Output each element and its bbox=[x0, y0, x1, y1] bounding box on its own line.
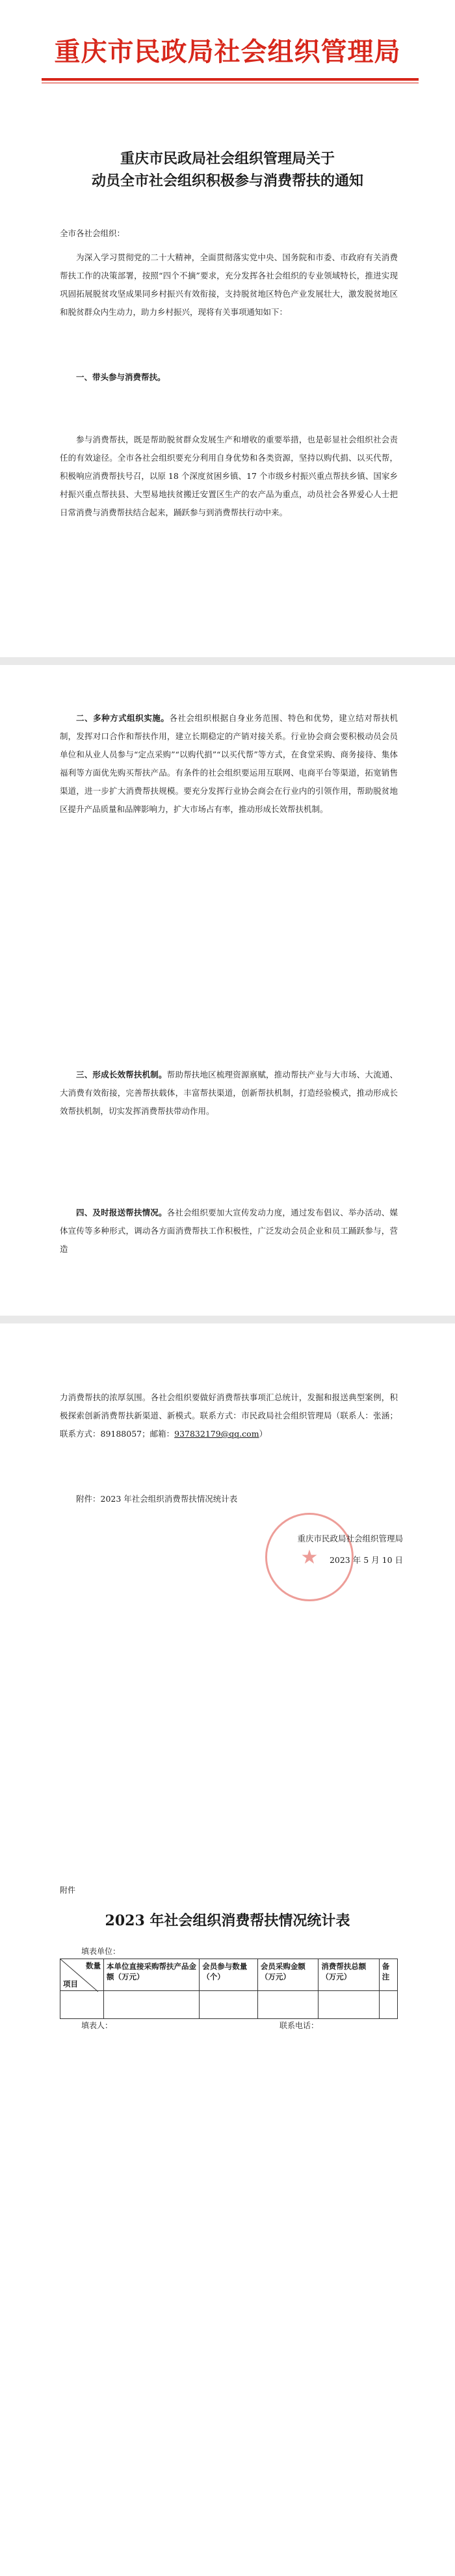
diag-top-label: 数量 bbox=[86, 1961, 101, 1970]
greeting bbox=[60, 224, 398, 243]
table-cell[interactable] bbox=[379, 1991, 397, 2019]
document-page-1 bbox=[0, 0, 455, 657]
section-1-heading bbox=[60, 368, 398, 386]
fill-unit-label: 填表单位： bbox=[81, 1947, 121, 1956]
letterhead-rule bbox=[42, 78, 419, 81]
header-member-purchase: 会员采购金额（万元） bbox=[257, 1959, 318, 1991]
attachment-title: 2023 年社会组织消费帮扶情况统计表 bbox=[105, 1912, 350, 1929]
section-2-text: 各社会组织根据自身业务范围、特色和优势，建立结对帮扶机制，发挥对口合作和帮扶作用，建立长期稳定的产销对接关系。行业协会商会要积极动员会员单位和从业人员参与“定点采购”“以购代捐”“以买代帮”等方式，在食堂采购、商务接待、集体福利等方面优先购买帮扶产品。有条件的社会组织要运用互联网、电商平台等渠道，拓宽销售渠道，进一步扩大消费帮扶规模。要充分发挥行业协会商会在行业内的引领作用，帮助脱贫地区提升产品质量和品牌影响力，扩大市场占有率，推动形成长效帮扶机制。 bbox=[60, 713, 398, 814]
section-4-text: 各社会组织要加大宣传发动力度，通过发布倡议、举办活动、媒体宣传等多种形式，调动各方面消费帮扶工作积极性，广泛发动会员企业和员工踊跃参与，营造 bbox=[60, 1208, 398, 1254]
contact-text: 力消费帮扶的浓厚氛围。各社会组织要做好消费帮扶事项汇总统计，发掘和报送典型案例，积极探索创新消费帮扶新渠道、新模式。联系方式：市民政局社会组织管理局（联系人：张涵；联系方式：89188057；邮箱： bbox=[60, 1392, 398, 1439]
diag-bottom-label: 项目 bbox=[63, 1979, 78, 1988]
table-header-row bbox=[60, 1959, 398, 1991]
header-total: 消费帮扶总额（万元） bbox=[318, 1959, 379, 1991]
intro-text: 为深入学习贯彻党的二十大精神，全面贯彻落实党中央、国务院和市委、市政府有关消费帮扶工作的决策部署，按照“四个不摘”要求，充分发挥各社会组织的专业领域特长，推进实现巩固拓展脱贫攻坚成果同乡村振兴有效衔接，支持脱贫地区特色产业发展壮大，激发脱贫地区和脱贫群众内生动力，助力乡村振兴，现将有关事项通知如下： bbox=[60, 252, 398, 317]
attachment-label: 附件 bbox=[60, 1886, 76, 1895]
contact-email-link[interactable]: 937832179@qq.com bbox=[174, 1429, 259, 1439]
section-1-body bbox=[60, 431, 398, 522]
section-1-title: 一、带头参与消费帮扶。 bbox=[76, 372, 166, 382]
section-3-title: 三、形成长效帮扶机制。 bbox=[76, 1070, 167, 1079]
phone-label: 联系电话： bbox=[280, 2021, 319, 2030]
statistics-table bbox=[60, 1959, 398, 2019]
section-1-text: 参与消费帮扶，既是帮助脱贫群众发展生产和增收的重要举措，也是彰显社会组织社会责任的有效途径。全市各社会组织要充分利用自身优势和各类资源，坚持以购代捐、以买代帮，积极响应消费帮扶号召，以原 18 个深度贫困乡镇、17 个市级乡村振兴重点帮扶乡镇、国家乡村振兴重点帮扶县、大型易地扶贫搬迁安置区生产的农产品为重点，动员社会各界爱心人士把日常消费与消费帮扶结合起来，踊跃参与到消费帮扶行动中来。 bbox=[60, 435, 398, 517]
intro-paragraph bbox=[60, 249, 398, 321]
signature-org: 重庆市民政局社会组织管理局 bbox=[297, 1534, 403, 1543]
section-4-continued bbox=[60, 1389, 398, 1443]
document-title-line-2: 动员全市社会组织积极参与消费帮扶的通知 bbox=[91, 173, 363, 189]
table-row bbox=[60, 1991, 398, 2019]
section-3 bbox=[60, 1066, 398, 1120]
section-3-text: 帮助帮扶地区梳理资源禀赋，推动帮扶产业与大市场、大流通、大消费有效衔接，完善帮扶载体，丰富帮扶渠道，创新帮扶机制，打造经验模式，推动形成长效帮扶机制，切实发挥消费帮扶带动作用。 bbox=[60, 1070, 398, 1116]
table-cell[interactable] bbox=[104, 1991, 200, 2019]
section-4 bbox=[60, 1204, 398, 1258]
greeting-text: 全市各社会组织： bbox=[60, 228, 125, 238]
seal-star-icon: ★ bbox=[300, 1545, 318, 1569]
table-cell[interactable] bbox=[318, 1991, 379, 2019]
signature-date: 2023 年 5 月 10 日 bbox=[329, 1555, 403, 1565]
letterhead-title: 重庆市民政局社会组织管理局 bbox=[54, 37, 401, 67]
table-cell[interactable] bbox=[200, 1991, 258, 2019]
header-remarks: 备注 bbox=[379, 1959, 397, 1991]
table-cell[interactable] bbox=[60, 1991, 104, 2019]
section-2-title: 二、多种方式组织实施。 bbox=[76, 713, 170, 723]
section-4-title: 四、及时报送帮扶情况。 bbox=[76, 1208, 167, 1217]
filler-label: 填表人： bbox=[81, 2021, 113, 2030]
table-cell[interactable] bbox=[257, 1991, 318, 2019]
section-2 bbox=[60, 709, 398, 819]
header-member-count: 会员参与数量（个） bbox=[200, 1959, 258, 1991]
attachment-note: 附件：2023 年社会组织消费帮扶情况统计表 bbox=[76, 1494, 238, 1504]
document-title bbox=[52, 148, 403, 193]
contact-close: ） bbox=[259, 1429, 268, 1439]
header-direct-purchase: 本单位直接采购帮扶产品金额（万元） bbox=[104, 1959, 200, 1991]
diagonal-header-cell bbox=[60, 1959, 104, 1991]
document-page-3 bbox=[0, 1323, 455, 2576]
document-title-line-1: 重庆市民政局社会组织管理局关于 bbox=[120, 151, 335, 167]
